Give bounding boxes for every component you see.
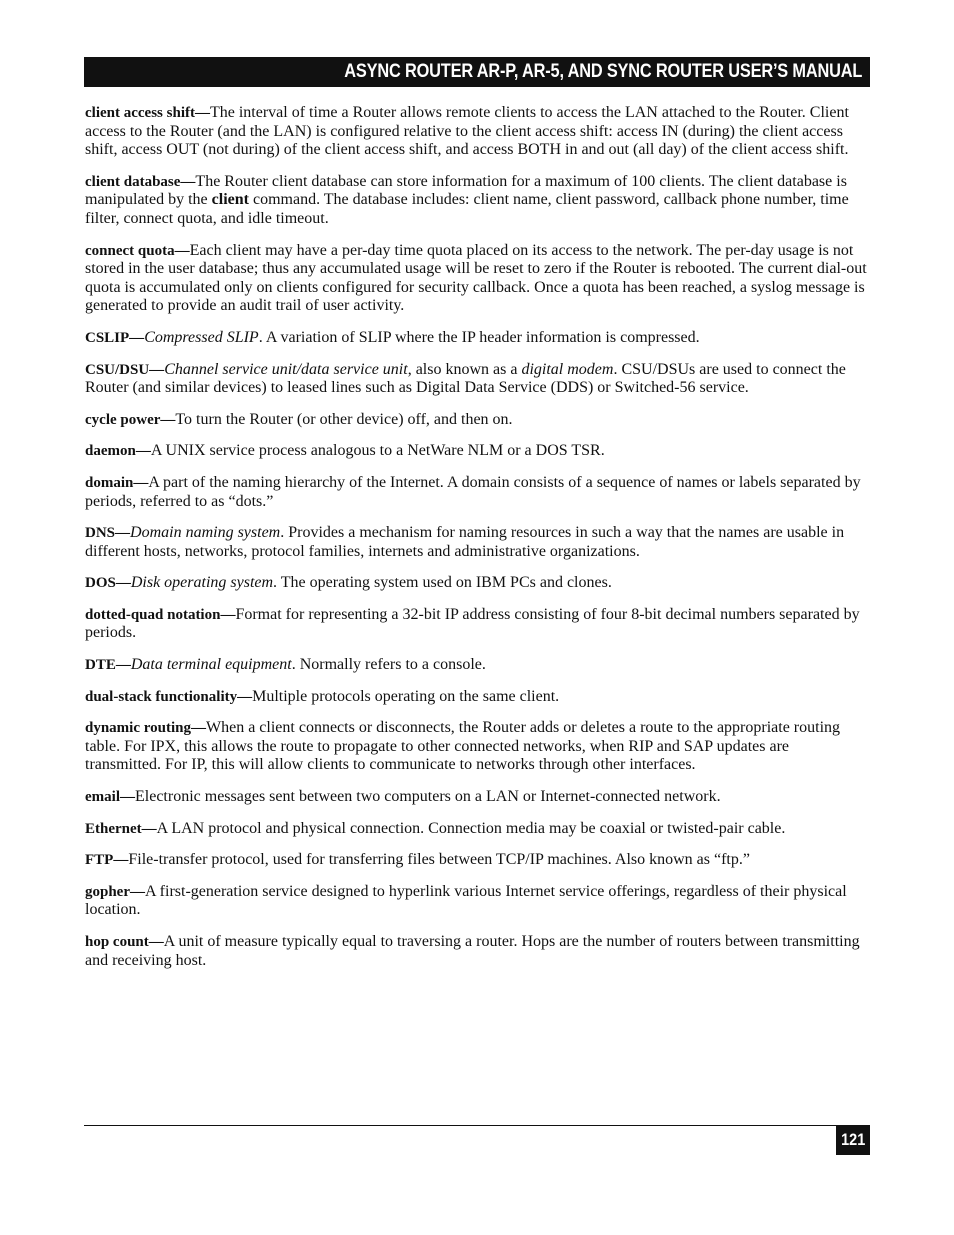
glossary-definition-continued: command. The database includes: client name, client password, callback phone number, time filter, connect quota, and idle timeout. [85, 191, 849, 227]
glossary-term: cycle power— [85, 411, 176, 428]
glossary-term: DOS— [85, 575, 131, 592]
glossary-expansion: Domain naming system [130, 524, 281, 542]
glossary-entry-hop-count [85, 933, 867, 970]
glossary-definition: . Normally refers to a console. [291, 656, 486, 674]
glossary-entry-cycle-power [85, 411, 867, 430]
glossary-definition: The interval of time a Router allows remote clients to access the LAN attached to the Router. Client access to the Router (and the LAN) is configured relative to the client access shift: access IN (during) the client access shift, access OUT (not during) of the client access shift, and access BOTH in and out (all day) of the client access shift. [85, 104, 849, 159]
glossary-expansion: Data terminal equipment [130, 656, 292, 674]
glossary-term: FTP— [85, 852, 129, 869]
glossary-definition: To turn the Router (or other device) off, and then on. [175, 410, 513, 428]
glossary-expansion: Channel service unit/data service unit [164, 360, 408, 378]
glossary-entry-dynamic-routing [85, 719, 867, 775]
glossary-definition: . A variation of SLIP where the IP header information is compressed. [258, 328, 700, 346]
glossary-entry-daemon [85, 442, 867, 461]
glossary-term: email— [85, 789, 135, 806]
glossary-definition: A UNIX service process analogous to a NetWare NLM or a DOS TSR. [150, 442, 605, 460]
glossary-entry-dte [85, 656, 867, 675]
manual-title: ASYNC ROUTER AR-P, AR-5, AND SYNC ROUTER USER’S MANUAL [344, 61, 862, 82]
glossary-term: dynamic routing— [85, 720, 206, 737]
glossary-entry-domain [85, 474, 867, 511]
glossary-entry-dual-stack-functionality [85, 688, 867, 707]
glossary-expansion: Compressed SLIP [144, 328, 259, 346]
glossary-definition: Format for representing a 32-bit IP address consisting of four 8-bit decimal numbers separated by periods. [85, 605, 860, 642]
glossary-definition: A LAN protocol and physical connection. Connection media may be coaxial or twisted-pair cable. [156, 819, 786, 837]
glossary-definition: File-transfer protocol, used for transferring files between TCP/IP machines. Also known as “ftp.” [128, 851, 750, 869]
glossary-term: DTE— [85, 657, 131, 674]
page-number-box [836, 1125, 870, 1155]
glossary-entry-client-database [85, 173, 867, 229]
glossary-definition: A first-generation service designed to hyperlink various Internet service offerings, regardless of their physical location. [85, 882, 847, 919]
glossary-definition: . Provides a mechanism for naming resources in such a way that the names are usable in different hosts, networks, protocol families, internets and administrative organizations. [85, 524, 845, 560]
glossary-term: Ethernet— [85, 820, 157, 837]
glossary-term: connect quota— [85, 242, 190, 259]
glossary-entry-cslip [85, 329, 867, 348]
footer-rule [84, 1125, 870, 1126]
glossary-expansion: Disk operating system [130, 574, 274, 592]
glossary-definition: Each client may have a per-day time quota placed on its access to the network. The per-day usage is not stored in the user database; thus any accumulated usage will be reset to zero if the Router is rebooted. The current dial-out quota is accumulated only on clients configured for security callback. Once a quota has been reached, a syslog message is generated to provide an audit trail of user activity. [85, 241, 867, 315]
glossary-definition: . The operating system used on IBM PCs and clones. [273, 574, 612, 592]
glossary-content [85, 104, 867, 983]
glossary-term: dual-stack functionality— [85, 688, 253, 705]
glossary-entry-ethernet [85, 820, 867, 839]
command-name: client [211, 191, 249, 209]
glossary-term: client database— [85, 173, 196, 190]
glossary-term: gopher— [85, 883, 145, 900]
glossary-entry-csu-dsu [85, 361, 867, 398]
header-bar [84, 57, 870, 87]
glossary-entry-gopher [85, 883, 867, 920]
glossary-term: CSLIP— [85, 329, 145, 346]
glossary-entry-email [85, 788, 867, 807]
glossary-entry-client-access-shift [85, 104, 867, 160]
glossary-definition: Multiple protocols operating on the same client. [252, 687, 560, 705]
glossary-definition: A part of the naming hierarchy of the Internet. A domain consists of a sequence of names or labels separated by periods, referred to as “dots.” [85, 473, 861, 510]
glossary-term: client access shift— [85, 105, 210, 121]
glossary-term: daemon— [85, 443, 151, 460]
glossary-entry-dos [85, 574, 867, 593]
glossary-entry-ftp [85, 851, 867, 870]
glossary-term: domain— [85, 474, 149, 491]
glossary-term: hop count— [85, 934, 164, 950]
glossary-entry-dotted-quad-notation [85, 606, 867, 643]
glossary-definition-continued: . CSU/DSUs are used to connect the Router (and similar devices) to leased lines such as Digital Data Service (DDS) or Switched-56 service. [85, 360, 846, 397]
glossary-definition: A unit of measure typically equal to traversing a router. Hops are the number of routers between transmitting and receiving host. [85, 933, 860, 969]
glossary-entry-dns [85, 524, 867, 561]
glossary-expansion-secondary: digital modem [521, 360, 614, 378]
page-number: 121 [840, 1130, 866, 1149]
glossary-term: DNS— [85, 525, 131, 542]
glossary-definition: Electronic messages sent between two computers on a LAN or Internet-connected network. [135, 788, 721, 806]
glossary-definition: The Router client database can store information for a maximum of 100 clients. The client database is manipulated by the [85, 172, 847, 209]
glossary-term: dotted-quad notation— [85, 606, 236, 623]
glossary-definition: , also known as a [407, 360, 522, 378]
glossary-definition: When a client connects or disconnects, the Router adds or deletes a route to the appropriate routing table. For IPX, this allows the route to propagate to other connected networks, when RIP and SAP updates are transmitted. For IP, this will allow clients to communicate to networks through other interfaces. [85, 719, 841, 774]
glossary-entry-connect-quota [85, 242, 867, 316]
glossary-term: CSU/DSU— [85, 361, 165, 378]
